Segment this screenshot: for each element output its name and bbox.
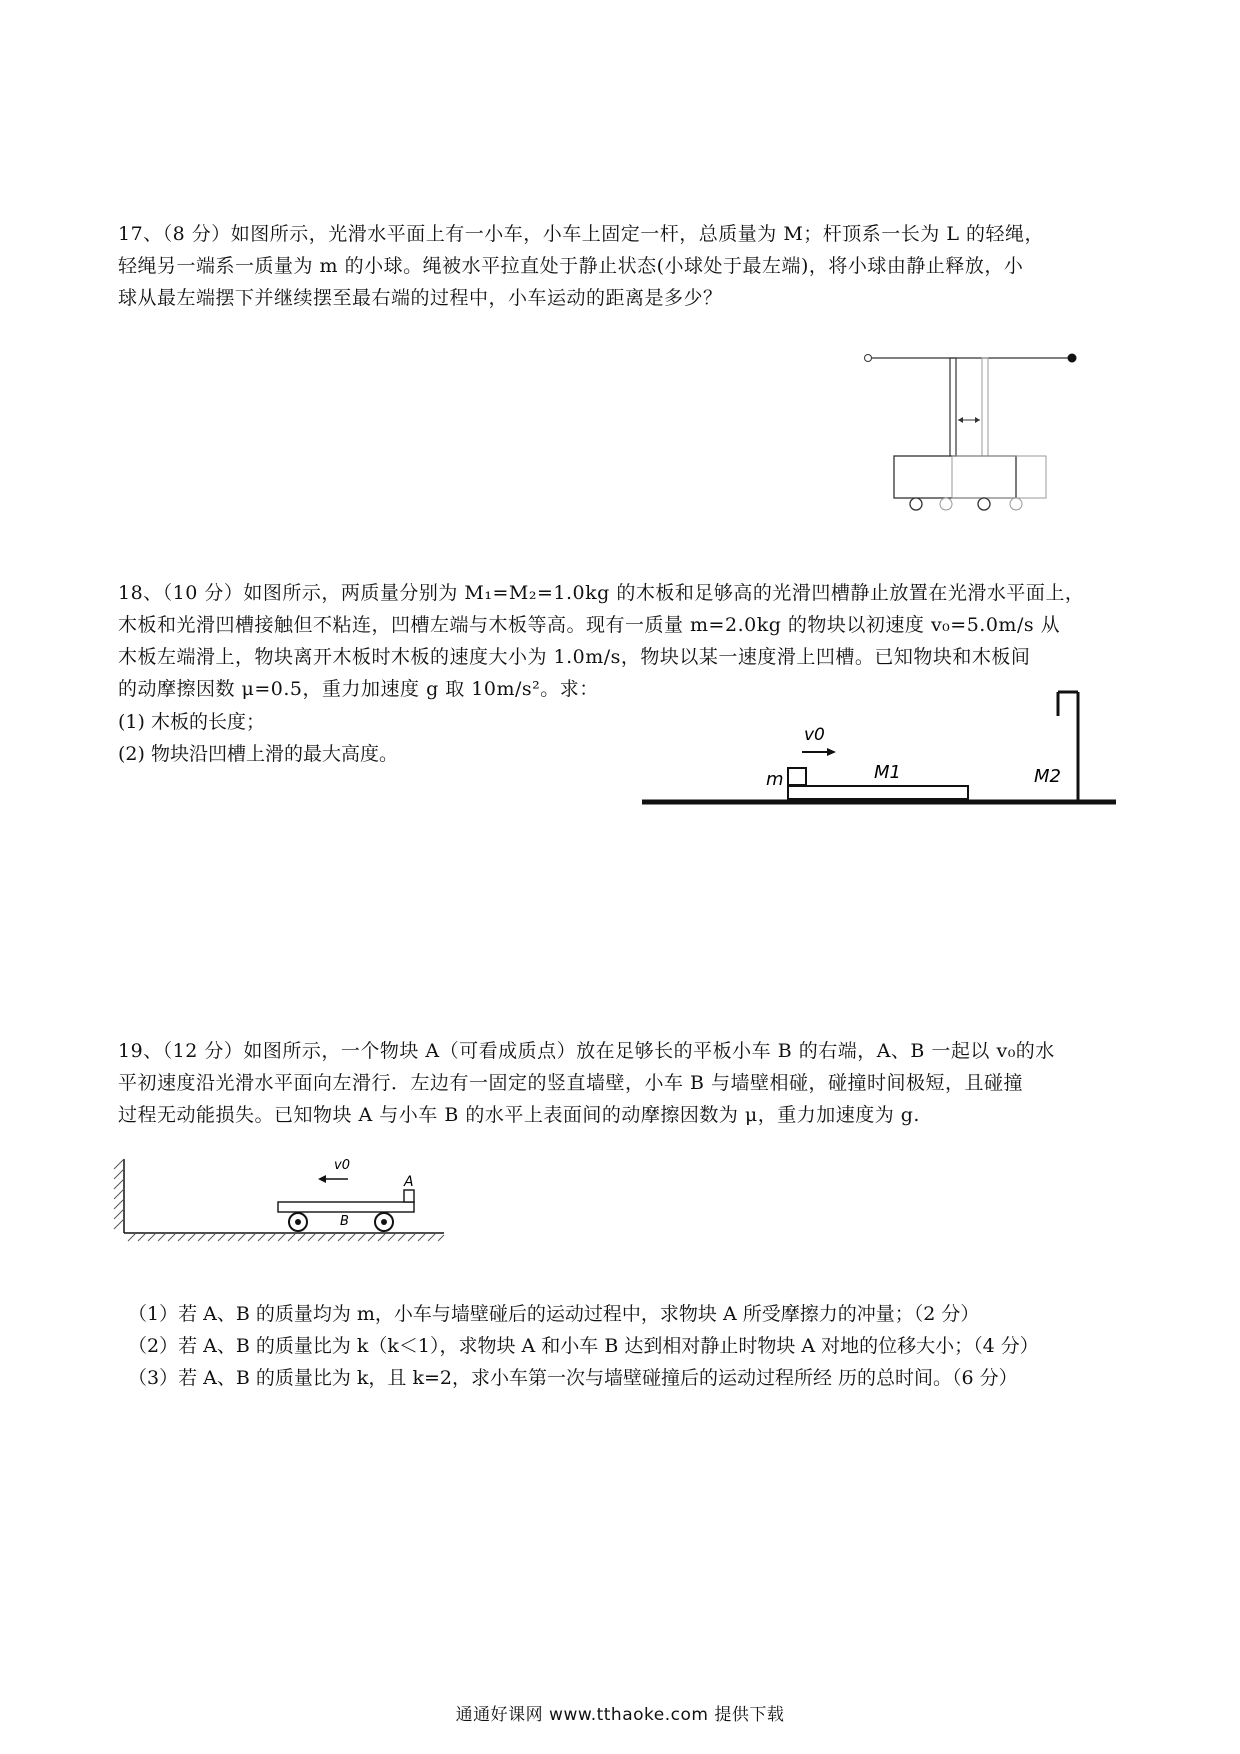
question-17-text [118, 218, 1128, 314]
cart-body-displaced [952, 456, 1046, 498]
question-18-line-1: 18、（10 分）如图所示，两质量分别为 M₁=M₂=1.0kg 的木板和足够高的光滑凹槽静止放置在光滑水平面上， [118, 582, 1085, 604]
question-17-line-1: 17、（8 分）如图所示，光滑水平面上有一小车，小车上固定一杆，总质量为 M；杆顶系一长为 L 的轻绳， [118, 223, 1044, 245]
board-groove-diagram [638, 690, 1118, 820]
question-19-line-1: 19、（12 分）如图所示，一个物块 A（可看成质点）放在足够长的平板小车 B 的右端，A、B 一起以 v₀的水 [118, 1040, 1055, 1062]
question-18-line-2: 木板和光滑凹槽接触但不粘连，凹槽左端与木板等高。现有一质量 m=2.0kg 的物块以初速度 v₀=5.0m/s 从 [118, 614, 1061, 636]
question-17-line-3: 球从最左端摆下并继续摆至最右端的过程中，小车运动的距离是多少？ [118, 287, 723, 309]
question-17-line-2: 轻绳另一端系一质量为 m 的小球。绳被水平拉直处于静止状态(小球处于最左端)，将小球由静止释放，小 [118, 255, 1024, 277]
label-v0: v0 [334, 1158, 350, 1173]
label-M1: M1 [874, 762, 901, 783]
ball-end-marker [1068, 354, 1077, 363]
question-19-text [118, 1035, 1128, 1131]
question-19-figure [112, 1155, 452, 1245]
question-19-part-3: （3）若 A、B 的质量比为 k，且 k=2，求小车第一次与墙壁碰撞后的运动过程所经 历的总时间。（6 分） [128, 1367, 1018, 1389]
label-A: A [404, 1174, 414, 1190]
board-M1 [788, 786, 968, 799]
question-19-line-2: 平初速度沿光滑水平面向左滑行．左边有一固定的竖直墙壁，小车 B 与墙壁相碰，碰撞时间极短，且碰撞 [118, 1072, 1024, 1094]
cart-rod-displaced [982, 358, 988, 456]
ball-start-marker [865, 355, 872, 362]
wheel-icon [940, 498, 952, 510]
wheel-icon [910, 498, 922, 510]
question-17-figure [860, 348, 1090, 518]
cart-B [278, 1202, 414, 1212]
wheel-icon [1010, 498, 1022, 510]
question-18-figure [638, 690, 1118, 820]
block-A [404, 1190, 414, 1202]
cart-wall-diagram [112, 1155, 452, 1245]
label-B: B [340, 1214, 349, 1229]
question-18-sub-1: (1) 木板的长度； [118, 711, 265, 733]
cart-pendulum-diagram [860, 348, 1090, 518]
question-18-sub-2: (2) 物块沿凹槽上滑的最大高度。 [118, 743, 398, 765]
question-19-line-3: 过程无动能损失。已知物块 A 与小车 B 的水平上表面间的动摩擦因数为 μ，重力加速度为 g. [118, 1104, 920, 1126]
question-18-line-3: 木板左端滑上，物块离开木板时木板的速度大小为 1.0m/s，物块以某一速度滑上凹槽。已知物块和木板间 [118, 646, 1031, 668]
page-footer: 通通好课网 www.tthaoke.com 提供下载 [455, 1705, 785, 1725]
label-m: m [766, 769, 784, 790]
wheel-icon [978, 498, 990, 510]
question-19-part-2: （2）若 A、B 的质量比为 k（k＜1），求物块 A 和小车 B 达到相对静止时物块 A 对地的位移大小；（4 分） [128, 1335, 1039, 1357]
question-18-line-4: 的动摩擦因数 μ=0.5，重力加速度 g 取 10m/s²。求： [118, 678, 599, 700]
block-m [788, 768, 806, 785]
label-v0: v0 [804, 725, 825, 745]
cart-body [894, 456, 1016, 498]
label-M2: M2 [1034, 766, 1061, 787]
question-19-part-1: （1）若 A、B 的质量均为 m，小车与墙壁碰后的运动过程中，求物块 A 所受摩擦力的冲量；（2 分） [128, 1303, 980, 1325]
cart-rod [950, 358, 956, 456]
question-18-text [118, 577, 1128, 705]
